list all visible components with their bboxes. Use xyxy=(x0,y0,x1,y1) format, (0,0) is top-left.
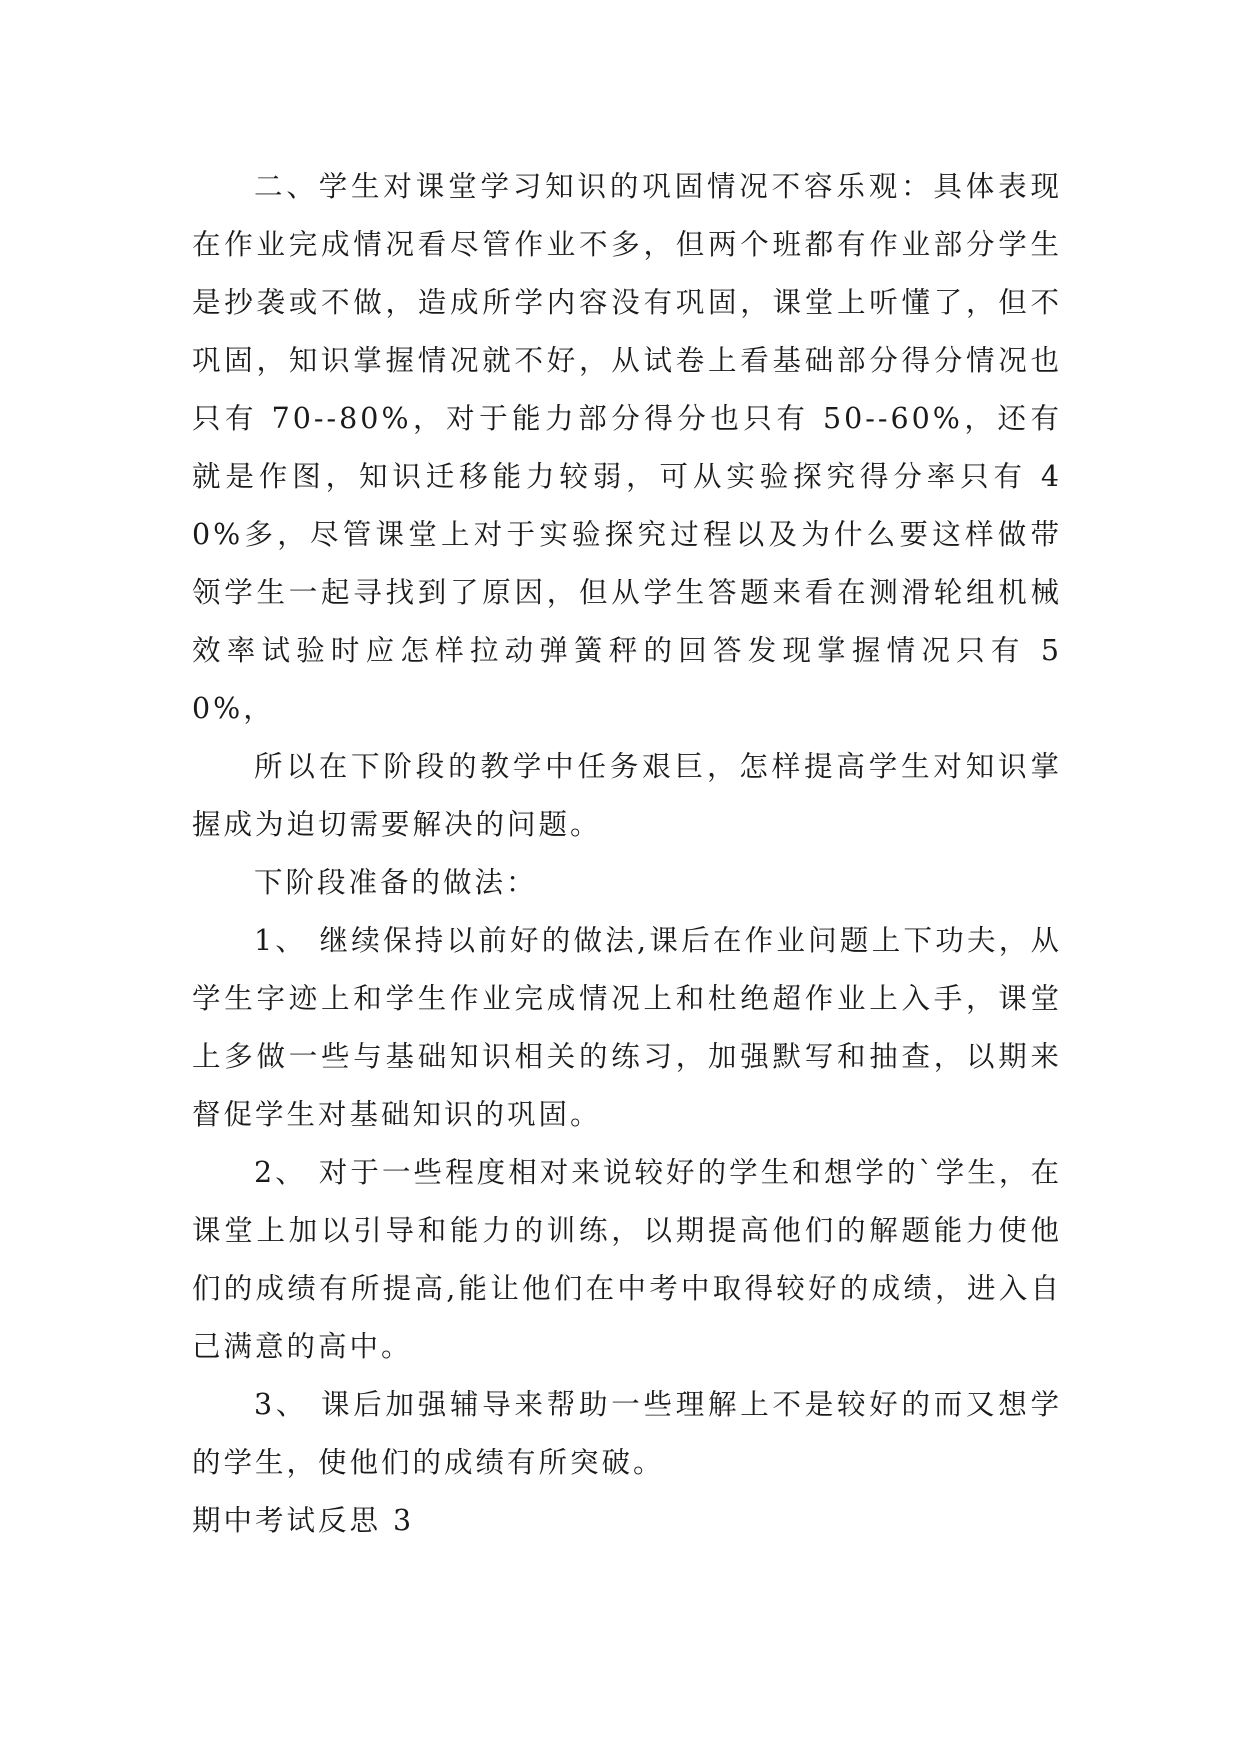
paragraph-method-3: 3、 课后加强辅导来帮助一些理解上不是较好的而又想学的学生，使他们的成绩有所突破。 xyxy=(192,1388,1062,1479)
paragraph-methods-intro: 下阶段准备的做法： xyxy=(254,866,538,899)
paragraph-method-1: 1、 继续保持以前好的做法,课后在作业问题上下功夫，从学生字迹上和学生作业完成情况上和杜绝超作业上入手，课堂上多做一些与基础知识相关的练习，加强默写和抽查，以期来督促学生对基础知识的巩固。 xyxy=(192,924,1062,1131)
document-page xyxy=(192,158,1062,1550)
paragraph-next-stage-task: 所以在下阶段的教学中任务艰巨，怎样提高学生对知识掌握成为迫切需要解决的问题。 xyxy=(192,750,1062,841)
paragraph-consolidation-issue: 二、学生对课堂学习知识的巩固情况不容乐观：具体表现在作业完成情况看尽管作业不多，但两个班都有作业部分学生是抄袭或不做，造成所学内容没有巩固，课堂上听懂了，但不巩固，知识掌握情况就不好，从试卷上看基础部分得分情况也只有 70--80%，对于能力部分得分也只有 50--60%，还有就是作图，知识迁移能力较弱，可从实验探究得分率只有 40%多，尽管课堂上对于实验探究过程以及为什么要这样做带领学生一起寻找到了原因，但从学生答题来看在测滑轮组机械效率试验时应怎样拉动弹簧秤的回答发现掌握情况只有 50%， xyxy=(192,170,1062,725)
section-heading: 期中考试反思 3 xyxy=(192,1504,415,1537)
paragraph-method-2: 2、 对于一些程度相对来说较好的学生和想学的`学生，在课堂上加以引导和能力的训练，以期提高他们的解题能力使他们的成绩有所提高,能让他们在中考中取得较好的成绩，进入自己满意的高中。 xyxy=(192,1156,1062,1363)
